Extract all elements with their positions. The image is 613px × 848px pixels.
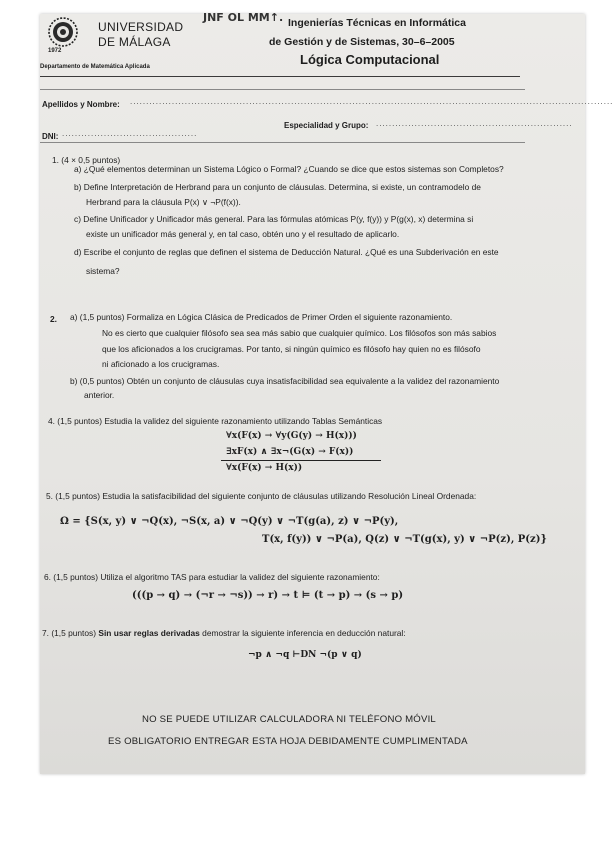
name-field[interactable]: ......................................................................................................................................................: [130, 97, 613, 106]
department-name: Departamento de Matemática Aplicada: [40, 64, 150, 70]
q5-heading: 5. (1,5 puntos) Estudia la satisfacibilidad del siguiente conjunto de cláusulas utilizando Resolución Lineal Ordenada:: [46, 491, 477, 501]
degree-line1: Ingenierías Técnicas en Informática: [288, 17, 466, 29]
university-seal-icon: [44, 16, 84, 50]
q1-d-line1: d) Escribe el conjunto de reglas que definen el sistema de Deducción Natural. ¿Qué es una Subderivación en este: [74, 247, 499, 257]
course-title: Lógica Computacional: [300, 52, 440, 67]
q2-a-line4: ni aficionado a los crucigramas.: [102, 359, 220, 369]
q1-c-line1: c) Define Unificador y Unificador más general. Para las fórmulas atómicas P(y, f(y)) y P(g(x), x) determina si: [74, 214, 474, 224]
q1-a-line1: a) ¿Qué elementos determinan un Sistema Lógico o Formal? ¿Cuando se dice que estos sistemas son Completos?: [74, 164, 504, 174]
q7-number: 7.: [42, 628, 49, 638]
university-name-line2: DE MÁLAGA: [98, 35, 171, 49]
dni-field[interactable]: ..........................................: [62, 129, 198, 138]
q7-emphasis: Sin usar reglas derivadas: [98, 628, 200, 638]
q7-heading: [42, 628, 406, 638]
q5-clauses-line1: Ω = {S(x, y) ∨ ¬Q(x), ¬S(x, a) ∨ ¬Q(y) ∨ ¬T(g(a), z) ∨ ¬P(y),: [60, 516, 399, 527]
q1-b-line1: b) Define Interpretación de Herbrand para un conjunto de cláusulas. Determina, si existe, un contramodelo de: [74, 182, 481, 192]
q4-conclusion: ∀x(F(x) → H(x)): [226, 463, 303, 473]
q6-formula: (((p → q) → (¬r → ¬s)) → r) → t ⊨ (t → p) → (s → p): [132, 590, 404, 601]
degree-line2: de Gestión y de Sistemas, 30–6–2005: [269, 36, 455, 48]
specialty-label: Especialidad y Grupo:: [284, 121, 369, 130]
q7-formula: ¬p ∧ ¬q ⊢DN ¬(p ∨ q): [248, 650, 362, 660]
q2-a-line3: que los aficionados a los crucigramas. Por tanto, si ningún químico es filósofo hay quien no es filósofo: [102, 344, 481, 354]
q1-b-line2: Herbrand para la cláusula P(x) ∨ ¬P(f(x)).: [86, 197, 241, 207]
q4-premise2: ∃xF(x) ∧ ∃x¬(G(x) → F(x)): [226, 447, 354, 457]
q1-d-line2: sistema?: [86, 266, 120, 276]
q1-heading: 1. (4 × 0,5 puntos): [52, 155, 121, 165]
q4-inference-bar: [221, 460, 381, 461]
q4-premise1: ∀x(F(x) → ∀y(G(y) → H(x))): [226, 431, 357, 441]
footer-line1: NO SE PUEDE UTILIZAR CALCULADORA NI TELÉFONO MÓVIL: [142, 714, 436, 725]
q2-a-line2: No es cierto que cualquier filósofo sea sea más sabio que cualquier químico. Los filósofos son más sabios: [102, 328, 497, 338]
q6-heading: 6. (1,5 puntos) Utiliza el algoritmo TAS para estudiar la validez del siguiente razonamiento:: [44, 572, 380, 582]
q2-b-line2: anterior.: [84, 390, 115, 400]
logo-caption: 1972: [48, 48, 62, 54]
form-bottom-rule: [40, 142, 525, 143]
university-name-line1: UNIVERSIDAD: [98, 20, 184, 34]
header-divider: [40, 76, 520, 77]
q2-a-line1: a) (1,5 puntos) Formaliza en Lógica Clásica de Predicados de Primer Orden el siguiente razonamiento.: [70, 312, 453, 322]
q4-heading: 4. (1,5 puntos) Estudia la validez del siguiente razonamiento utilizando Tablas Semánticas: [48, 416, 383, 426]
q2-b-line1: b) (0,5 puntos) Obtén un conjunto de cláusulas cuya insatisfacibilidad sea equivalente a la validez del razonamiento: [70, 376, 500, 386]
name-label: Apellidos y Nombre:: [42, 100, 120, 109]
q5-clauses-line2: T(x, f(y)) ∨ ¬P(a), Q(z) ∨ ¬T(g(x), y) ∨ ¬P(z), P(z)}: [262, 534, 547, 545]
exam-sheet: [40, 11, 613, 774]
q7-instruction: demostrar la siguiente inferencia en deducción natural:: [199, 628, 406, 638]
footer-line2: ES OBLIGATORIO ENTREGAR ESTA HOJA DEBIDAMENTE CUMPLIMENTADA: [108, 736, 468, 747]
q7-points: (1,5 puntos): [51, 628, 99, 638]
form-top-rule: [40, 89, 525, 90]
handwritten-note: JNF OL MM↑.: [203, 11, 284, 24]
dni-label: DNI:: [42, 132, 59, 141]
q1-c-line2: existe un unificador más general y, en tal caso, obtén uno y el resultado de aplicarlo.: [86, 229, 400, 239]
specialty-field[interactable]: .............................................................: [376, 119, 573, 128]
q2-number: 2.: [50, 314, 57, 324]
